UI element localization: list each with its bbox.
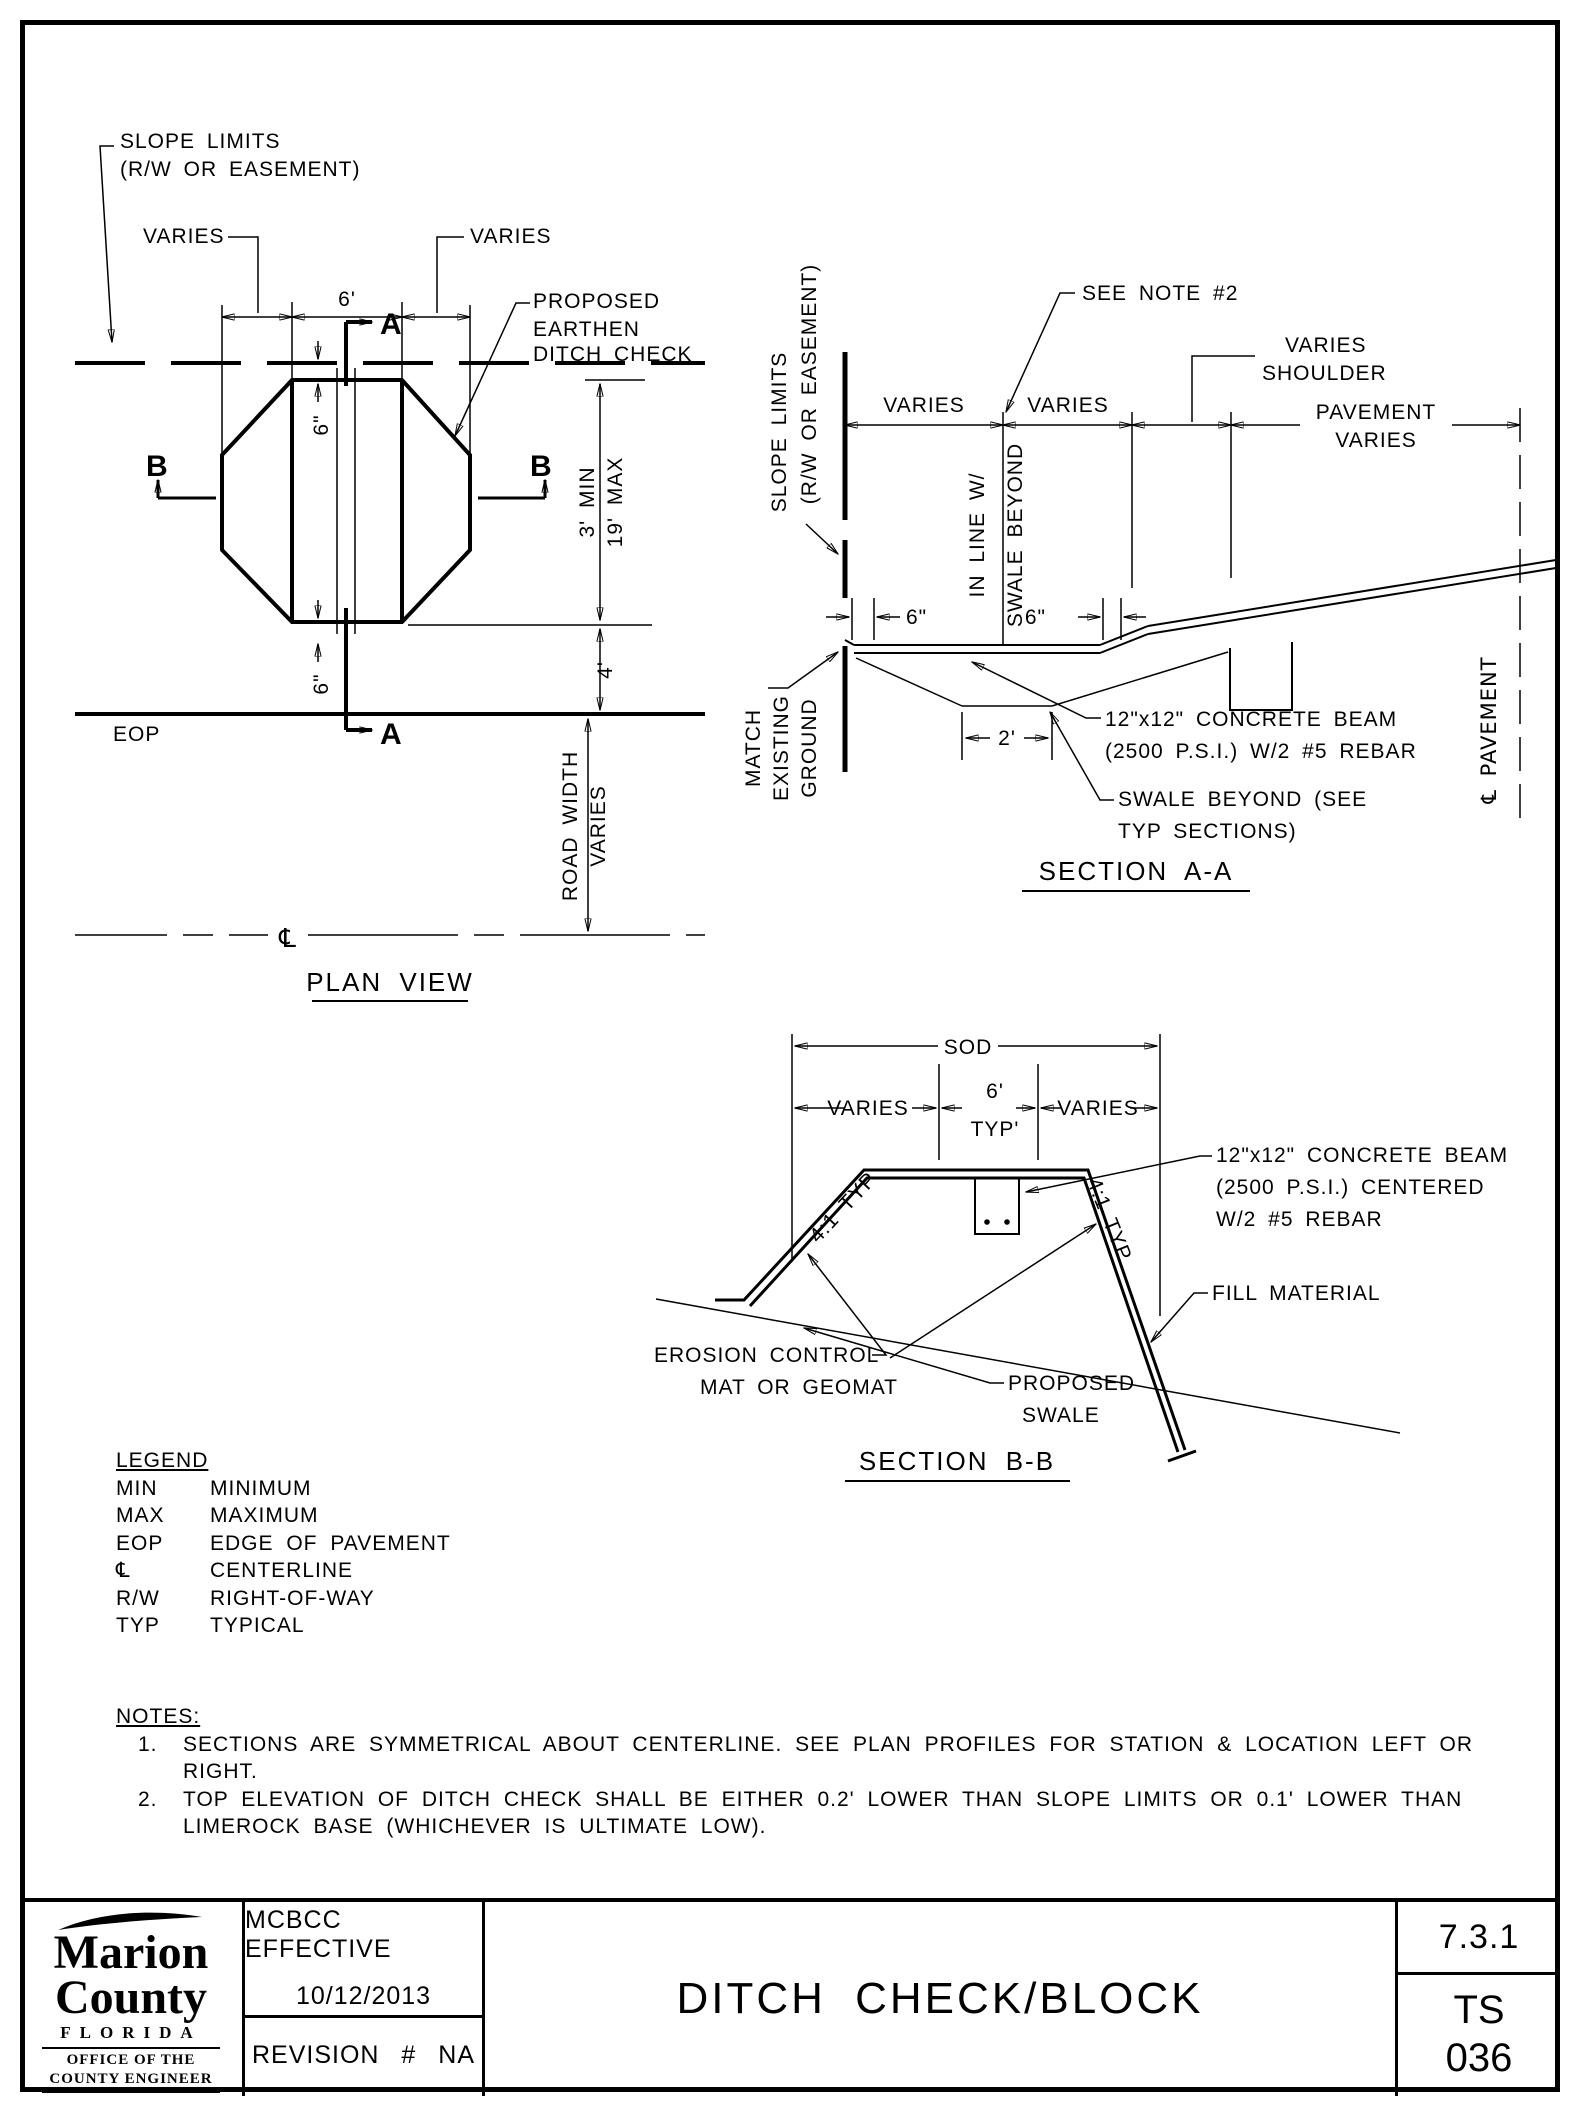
bb-erosion-leader-right (890, 1224, 1096, 1358)
plan-eop-label: EOP (113, 723, 161, 746)
logo-office (20, 2051, 242, 2089)
bb-beam-leader (1026, 1156, 1212, 1192)
plan-varies-left-label: VARIES (143, 225, 225, 248)
bb-beam-box (975, 1178, 1019, 1234)
aa-see-note-label: SEE NOTE #2 (1082, 282, 1239, 305)
legend-def: CENTERLINE (210, 1559, 354, 1582)
plan-cut-b-left-label: B (146, 450, 168, 483)
note-2-line-2 (116, 1813, 1473, 1841)
note-text: RIGHT. (183, 1760, 258, 1783)
note-number: 2. (138, 1787, 158, 1811)
legend-row-centerline (116, 1557, 451, 1585)
bb-beam-label-3: W/2 #5 REBAR (1216, 1208, 1383, 1231)
note-1-line-2 (116, 1758, 1473, 1786)
aa-slope-limits-label-2: (R/W OR EASEMENT) (798, 263, 821, 505)
bb-slope-left-label: 4:1 TYP (804, 1167, 882, 1248)
bb-rebar-dot-left (984, 1219, 990, 1225)
logo-county: County (54, 1971, 208, 2024)
bb-erosion-leader-left (808, 1254, 886, 1355)
plan-6in-top-label: 6" (310, 414, 333, 436)
effective-row (245, 1902, 482, 2018)
sheet-number: 036 (1445, 2035, 1513, 2080)
bb-typ-label: TYP' (970, 1118, 1020, 1141)
effective-revision-cell (242, 1902, 482, 2096)
plan-proposed-label-2: EARTHEN (533, 318, 640, 341)
aa-varies-right-label: VARIES (1027, 394, 1109, 417)
note-2-line-1 (116, 1786, 1473, 1814)
aa-6in-left-label: 6" (906, 606, 928, 629)
plan-min-dim-label: 3' MIN (576, 466, 599, 538)
plan-slope-limits-label-2: (R/W OR EASEMENT) (120, 158, 361, 181)
legend-def: TYPICAL (210, 1614, 305, 1637)
agency-logo (20, 1902, 242, 2096)
plan-cut-a-top-label: A (380, 308, 402, 341)
plan-road-width-label-2: VARIES (587, 785, 610, 867)
aa-inline-label-1: IN LINE W/ (966, 472, 989, 598)
bb-varies-left-label: VARIES (827, 1097, 909, 1120)
section-aa-title: SECTION A-A (1038, 856, 1234, 886)
plan-road-width-label-1: ROAD WIDTH (559, 750, 582, 902)
legend-row-min (116, 1475, 451, 1503)
aa-match-label-1: MATCH (742, 708, 765, 788)
sheet-number-cell (1395, 1902, 1560, 2096)
note-text: SECTIONS ARE SYMMETRICAL ABOUT CENTERLINE. SEE PLAN PROFILES FOR STATION & LOCATION LEFT OR (183, 1732, 1473, 1756)
aa-shoulder-label-2: SHOULDER (1262, 362, 1387, 385)
aa-cl-pavement-label: ℄ PAVEMENT (1477, 656, 1501, 804)
revision-label: REVISION # NA (252, 2040, 475, 2069)
plan-cut-a-bottom-label: A (380, 718, 402, 751)
aa-6in-right-dim (1078, 598, 1146, 640)
plan-6in-bottom-label: 6" (310, 673, 333, 695)
aa-match-leader (768, 652, 838, 688)
logo-florida: FLORIDA (60, 2023, 202, 2042)
aa-beam-and-road (845, 560, 1556, 710)
note-indent (116, 1758, 183, 1786)
note-indent (116, 1813, 183, 1841)
legend-abbr-centerline-symbol: ℄ (116, 1558, 131, 1582)
effective-date: 10/12/2013 (295, 1982, 432, 2010)
bb-6ft-label: 6' (986, 1080, 1004, 1103)
aa-shoulder-leader (1192, 356, 1255, 422)
aa-swale-outline (856, 652, 1228, 706)
bb-beam-label-1: 12"x12" CONCRETE BEAM (1216, 1144, 1509, 1167)
legend-title: LEGEND (116, 1449, 209, 1472)
aa-beam-label-1: 12"x12" CONCRETE BEAM (1105, 708, 1398, 731)
plan-proposed-leader (455, 303, 530, 436)
legend-def: MAXIMUM (210, 1504, 319, 1527)
legend-row-eop (116, 1530, 451, 1558)
drawing-title: DITCH CHECK/BLOCK (676, 1974, 1204, 2023)
notes-title: NOTES: (116, 1705, 201, 1728)
plan-6ft-dim-label: 6' (338, 288, 356, 311)
aa-varies-left-label: VARIES (883, 394, 965, 417)
bb-erosion-label-1: EROSION CONTROL (654, 1344, 880, 1367)
aa-match-label-2: EXISTING (770, 694, 793, 802)
logo-rule-bottom (42, 2091, 220, 2093)
notes (116, 1703, 1473, 1841)
plan-ditch-check-octagon (222, 380, 470, 622)
note-text: LIMEROCK BASE (WHICHEVER IS ULTIMATE LOW). (183, 1815, 767, 1838)
section-number: 7.3.1 (1398, 1902, 1560, 1975)
bb-sod-label: SOD (943, 1036, 993, 1059)
plan-varies-right-label: VARIES (470, 225, 552, 248)
aa-pavement-label-1: PAVEMENT (1315, 401, 1437, 424)
plan-varies-right-leader (437, 237, 464, 313)
plan-4ft-dim-label: 4' (594, 661, 617, 679)
legend-row-rw (116, 1585, 451, 1613)
aa-2ft-dim-label: 2' (998, 727, 1016, 750)
title-block (20, 1898, 1560, 2096)
aa-beam-label-2: (2500 P.S.I.) W/2 #5 REBAR (1105, 740, 1417, 763)
legend-abbr: EOP (116, 1531, 164, 1555)
legend-row-typ (116, 1612, 451, 1640)
aa-6in-left-dim (826, 598, 900, 640)
drawing-title-cell (482, 1902, 1395, 2096)
logo-rule-top (42, 2047, 220, 2049)
revision-row (245, 2018, 482, 2092)
note-1-line-1 (116, 1731, 1473, 1759)
bb-varies-right-label: VARIES (1057, 1097, 1139, 1120)
plan-view (75, 130, 705, 1001)
aa-slope-limits-leader (806, 524, 838, 554)
aa-shoulder-label-1: VARIES (1285, 334, 1367, 357)
section-bb-title: SECTION B-B (858, 1446, 1056, 1476)
bb-proposed-swale-label-1: PROPOSED (1008, 1372, 1136, 1395)
legend-abbr: MAX (116, 1504, 165, 1527)
plan-centerline-symbol: ℄ (279, 924, 297, 954)
sheet-prefix: TS (1453, 1987, 1505, 2032)
effective-label: MCBCC EFFECTIVE (245, 1906, 392, 1963)
sheet-id (1398, 1975, 1560, 2092)
logo-marion: Marion (53, 1926, 209, 1979)
logo-office-line-1: OFFICE OF THE (66, 2052, 196, 2068)
legend-def: MINIMUM (210, 1476, 312, 1500)
plan-varies-left-leader (228, 237, 258, 313)
aa-match-label-3: GROUND (798, 698, 821, 798)
aa-6in-right-label: 6" (1024, 606, 1046, 629)
legend-abbr: TYP (116, 1614, 160, 1637)
legend-def: EDGE OF PAVEMENT (210, 1531, 451, 1555)
note-text: TOP ELEVATION OF DITCH CHECK SHALL BE EITHER 0.2' LOWER THAN SLOPE LIMITS OR 0.1' LOWER THAN (183, 1787, 1463, 1811)
bb-erosion-label-2: MAT OR GEOMAT (700, 1376, 899, 1399)
legend-row-max (116, 1502, 451, 1530)
bb-berm-right-foot (1168, 1451, 1196, 1461)
aa-beam-leader (972, 662, 1101, 718)
bb-proposed-swale-label-2: SWALE (1022, 1404, 1100, 1427)
aa-top-dimension (845, 412, 1520, 644)
note-number: 1. (138, 1732, 158, 1756)
legend-def: RIGHT-OF-WAY (210, 1586, 375, 1610)
aa-inline-label-2: SWALE BEYOND (1004, 442, 1027, 628)
aa-swale-label-1: SWALE BEYOND (SEE (1118, 788, 1368, 811)
plan-proposed-label-3: DITCH CHECK (533, 343, 693, 366)
section-a-a (742, 264, 1556, 891)
aa-swale-label-2: TYP SECTIONS) (1118, 820, 1297, 843)
legend-abbr: MIN (116, 1476, 158, 1500)
legend-abbr: R/W (116, 1586, 160, 1610)
plan-slope-limits-label-1: SLOPE LIMITS (120, 130, 281, 153)
plan-proposed-label-1: PROPOSED (533, 290, 661, 313)
plan-slope-limits-leader (100, 146, 114, 342)
logo-office-line-2: COUNTY ENGINEER (49, 2071, 213, 2087)
bb-slope-right-label: 4:1 TYP (1081, 1174, 1137, 1265)
aa-pavement-label-2: VARIES (1335, 429, 1417, 452)
plan-view-title: PLAN VIEW (306, 967, 474, 997)
bb-beam-label-2: (2500 P.S.I.) CENTERED (1216, 1176, 1485, 1199)
plan-cut-b-right-label: B (530, 450, 552, 483)
bb-fill-label: FILL MATERIAL (1212, 1282, 1381, 1305)
bb-rebar-dot-right (1004, 1219, 1010, 1225)
aa-slope-limits-label-1: SLOPE LIMITS (768, 351, 791, 513)
plan-max-dim-label: 19' MAX (604, 456, 627, 548)
section-b-b (654, 1034, 1508, 1481)
legend (116, 1447, 451, 1640)
